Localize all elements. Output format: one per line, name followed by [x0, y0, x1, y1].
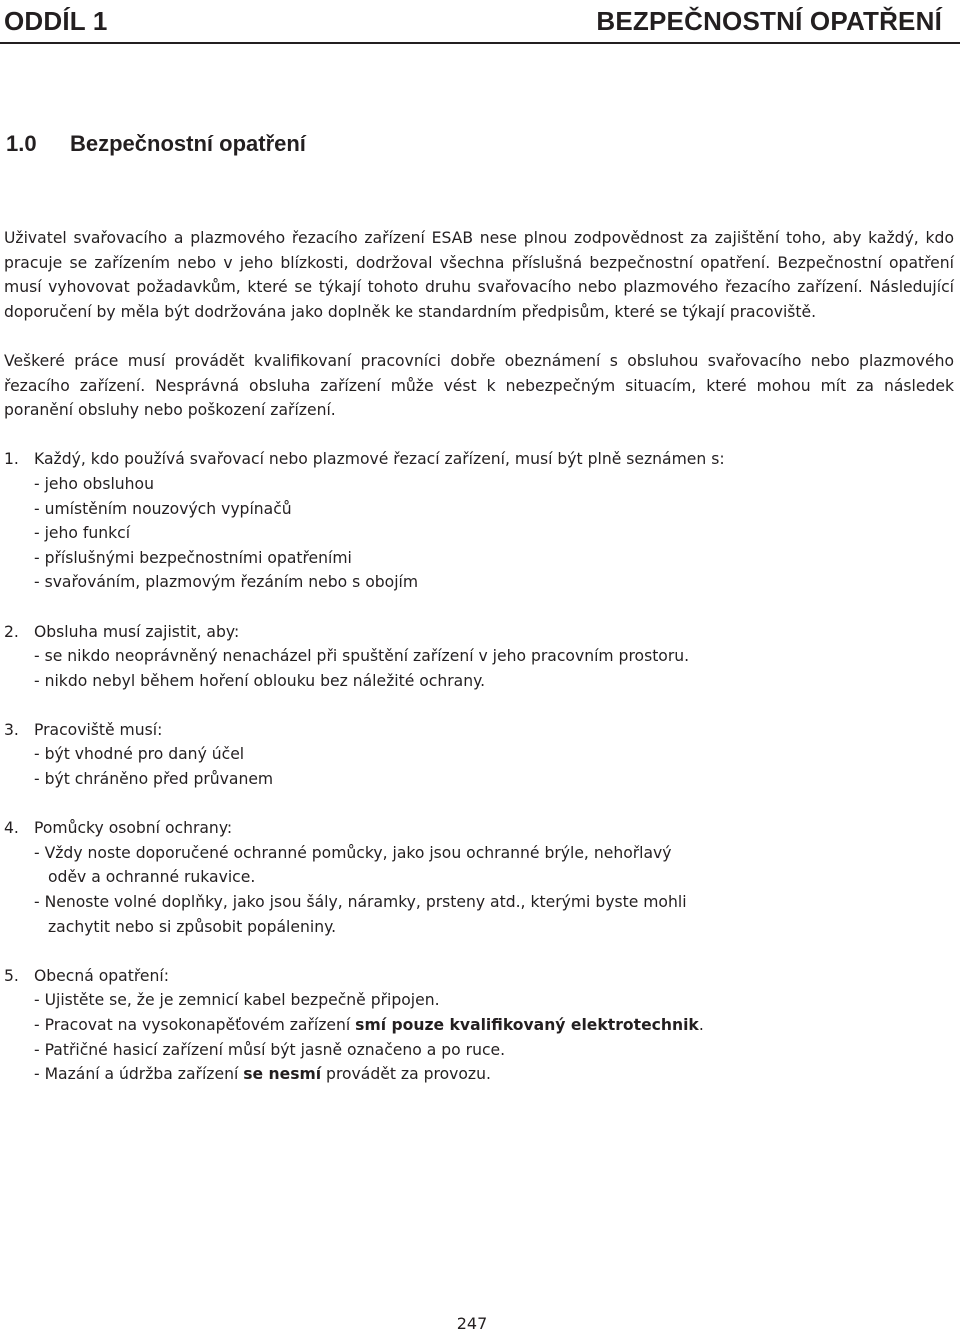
list-title: [4, 816, 954, 841]
section-number: 1.0: [6, 131, 37, 156]
section-title: Bezpečnostní opatření: [70, 131, 306, 156]
list-item-text: provádět za provozu.: [321, 1065, 491, 1084]
list-title-text: Obsluha musí zajistit, aby:: [34, 622, 240, 641]
list-item-text: - Mazání a údržba zařízení: [34, 1065, 244, 1084]
list-item-continuation: zachytit nebo si způsobit popáleniny.: [48, 917, 337, 936]
list-item: - Nenoste volné doplňky, jako jsou šály, náramky, prsteny atd., kterými byste mohli: [34, 893, 687, 912]
list-item: [4, 1062, 954, 1087]
list-4: [4, 816, 954, 939]
list-number: 4.: [4, 819, 19, 838]
document-body: [4, 226, 954, 1111]
list-title-text: Pracoviště musí:: [34, 720, 163, 739]
section-label: ODDÍL 1: [4, 6, 108, 36]
list-item: - jeho obsluhou: [34, 474, 154, 493]
list-2: [4, 620, 954, 694]
list-item-emphasis: smí pouze kvalifikovaný elektrotechnik: [355, 1016, 699, 1034]
list-item-continuation: oděv a ochranné rukavice.: [48, 868, 256, 887]
list-item: - umístěním nouzových vypínačů: [34, 499, 292, 518]
page-header: [0, 0, 960, 44]
list-item: - svařováním, plazmovým řezáním nebo s obojím: [34, 573, 419, 592]
list-number: 2.: [4, 622, 19, 641]
list-title: [4, 620, 954, 645]
page-number: 247: [456, 1314, 488, 1333]
list-item: - Vždy noste doporučené ochranné pomůcky, jako jsou ochranné brýle, nehořlavý: [34, 843, 672, 862]
header-divider: [0, 42, 960, 44]
list-title-text: Obecná opatření:: [34, 966, 169, 985]
list-item: [4, 1013, 954, 1038]
list-item: - nikdo nebyl během hoření oblouku bez náležité ochrany.: [34, 671, 486, 690]
list-item: - příslušnými bezpečnostními opatřeními: [34, 548, 352, 567]
list-number: 5.: [4, 966, 19, 985]
list-item: - být vhodné pro daný účel: [34, 745, 245, 764]
list-item-text: .: [698, 1016, 704, 1034]
list-title-text: Pomůcky osobní ochrany:: [34, 819, 233, 838]
qualification-paragraph: Veškeré práce musí provádět kvalifikovaní pracovníci dobře obeznámení s obsluhou svařovacího nebo plazmového řezacího zařízení. Nesprávná obsluha zařízení může vést k nebezpečným situacím, které mohou mít za následek poranění obsluhy nebo poškození zařízení.: [4, 351, 954, 420]
list-item: - jeho funkcí: [34, 524, 131, 543]
list-5: [4, 964, 954, 1087]
list-title: [4, 718, 954, 743]
list-item: - Ujistěte se, že je zemnicí kabel bezpečně připojen.: [34, 991, 440, 1010]
list-item: - Patřičné hasicí zařízení můsí být jasně označeno a po ruce.: [34, 1040, 506, 1059]
list-title: [4, 447, 954, 472]
list-title: [4, 964, 954, 989]
section-heading: [6, 131, 306, 157]
list-number: 1.: [4, 450, 19, 469]
list-item-emphasis: se nesmí: [243, 1065, 322, 1084]
section-title-header: BEZPEČNOSTNÍ OPATŘENÍ: [596, 6, 942, 36]
list-item: - se nikdo neoprávněný nenacházel při spuštění zařízení v jeho pracovním prostoru.: [34, 647, 690, 666]
list-1: [4, 447, 954, 595]
list-item-text: - Pracovat na vysokonapěťovém zařízení: [34, 1016, 356, 1034]
intro-paragraph: Uživatel svařovacího a plazmového řezacího zařízení ESAB nese plnou zodpovědnost za zajištění toho, aby každý, kdo pracuje se zařízením nebo v jeho blízkosti, dodržoval všechna příslušná bezpečnostní opatření. Bezpečnostní opatření musí vyhovovat požadavkům, které se týkají tohoto druhu svařovacího nebo plazmového řezacího zařízení. Následující doporučení by měla být dodržována jako doplněk ke standardním předpisům, které se týkají pracoviště.: [4, 229, 954, 321]
list-number: 3.: [4, 720, 19, 739]
list-3: [4, 718, 954, 792]
list-title-text: Každý, kdo používá svařovací nebo plazmové řezací zařízení, musí být plně seznámen s:: [34, 450, 725, 469]
list-item: - být chráněno před průvanem: [34, 770, 274, 789]
